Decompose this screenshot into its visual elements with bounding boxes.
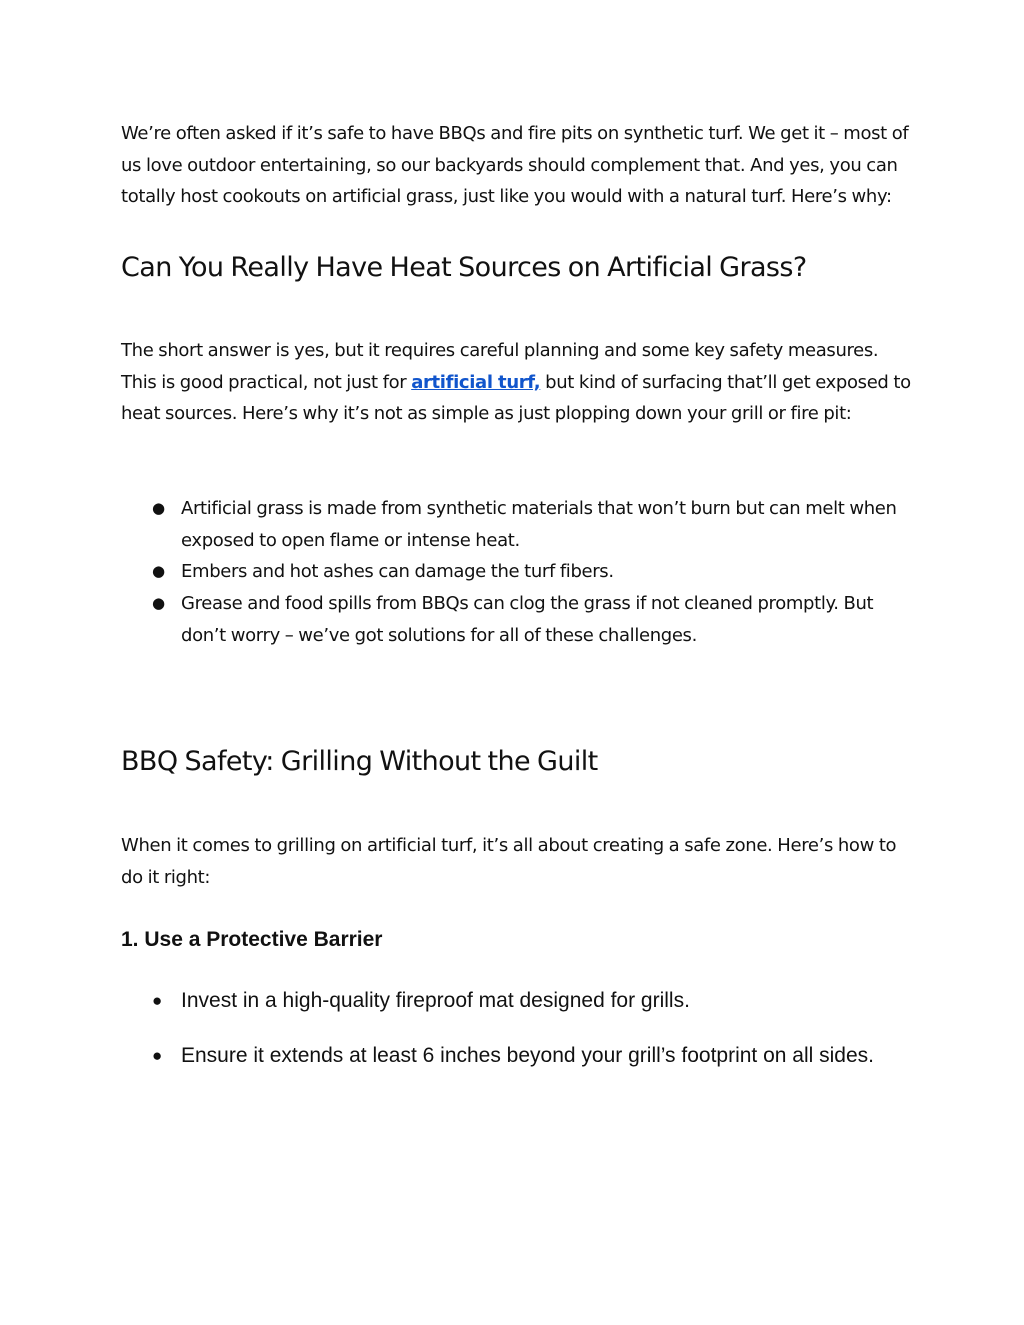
short-answer-paragraph: [121, 335, 911, 430]
list-item-text: Invest in a high-quality fireproof mat designed for grills.: [181, 989, 690, 1012]
list-item: [0, 1028, 901, 1083]
list-item: [0, 556, 901, 588]
intro-paragraph: We’re often asked if it’s safe to have BBQs and fire pits on synthetic turf. We get it – most of us love outdoor entertaining, so our backyards should complement that. And yes, you can totally host cookouts on artificial grass, just like you would with a natural turf. Here’s why:: [121, 123, 909, 208]
section-heading-heat-sources: Can You Really Have Heat Sources on Artificial Grass?: [121, 252, 807, 283]
list-item-text: Ensure it extends at least 6 inches beyond your grill’s footprint on all sides.: [181, 1044, 874, 1067]
paragraph-text-before-link: The short answer is yes, but it requires careful planning and some key safety measures. This is good practical, not just for: [121, 340, 879, 393]
section-heading-bbq-safety: BBQ Safety: Grilling Without the Guilt: [121, 746, 598, 777]
subheading-protective-barrier: 1. Use a Protective Barrier: [121, 928, 383, 951]
list-item: [0, 588, 901, 651]
bullet-icon: ●: [152, 1046, 163, 1065]
list-item: [0, 493, 901, 556]
list-item-text: Embers and hot ashes can damage the turf fibers.: [181, 561, 614, 583]
bullet-icon: ●: [152, 991, 163, 1010]
bullet-icon: ●: [152, 562, 165, 581]
list-item: [0, 973, 901, 1028]
list-item-text: Artificial grass is made from synthetic materials that won’t burn but can melt when exposed to open flame or intense heat.: [181, 498, 897, 551]
barrier-bullet-list: [0, 973, 1024, 1083]
paragraph-text-after-link: but kind of surfacing that’ll get exposed to heat sources. Here’s why it’s not as simple as just plopping down your grill or fire pit:: [121, 371, 911, 425]
bullet-icon: ●: [152, 499, 165, 517]
bullet-icon: ●: [152, 594, 165, 613]
safe-zone-paragraph: When it comes to grilling on artificial turf, it’s all about creating a safe zone. Here’s how to do it right:: [121, 835, 897, 888]
heat-risk-bullet-list: [0, 493, 1024, 652]
list-item-text: Grease and food spills from BBQs can clog the grass if not cleaned promptly. But don’t worry – we’ve got solutions for all of these challenges.: [181, 593, 874, 646]
artificial-turf-link[interactable]: artificial turf,: [411, 371, 541, 393]
